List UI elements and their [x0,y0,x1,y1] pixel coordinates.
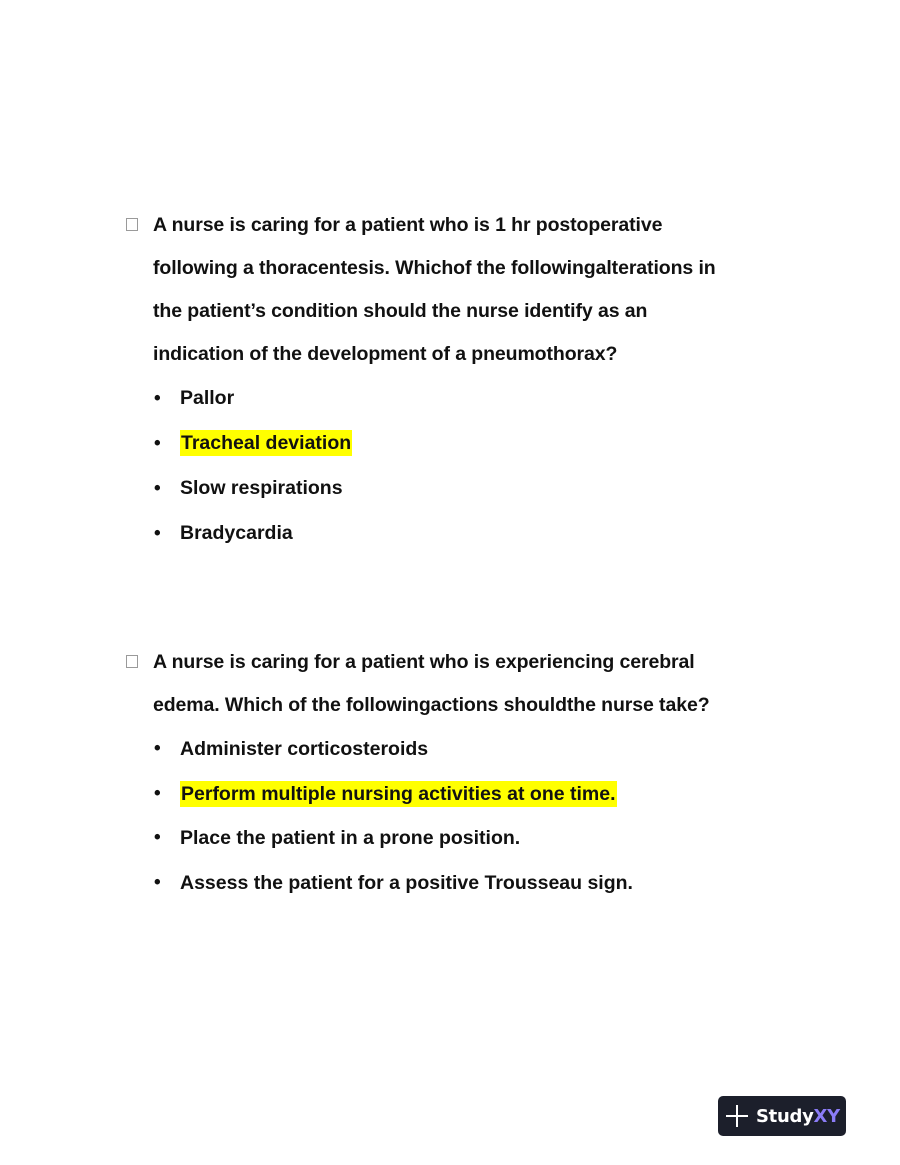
option-text: Slow respirations [180,477,343,499]
answer-options [126,727,786,905]
option-text: Pallor [180,387,235,409]
bullet-icon: • [154,433,161,454]
brand-name-main: Study [756,1105,814,1127]
answer-option [126,511,786,556]
brand-name [756,1106,840,1127]
stem-line: indication of the development of a pneumothorax? [153,343,618,365]
checkbox-icon [126,218,138,231]
option-text: Assess the patient for a positive Trousseau sign. [180,871,633,894]
brand-name-accent: XY [813,1105,840,1127]
answer-options [126,376,786,556]
stem-line: the patient’s condition should the nurse identify as an [153,300,648,322]
question-2 [126,641,786,905]
bullet-icon: • [154,523,161,544]
answer-option [126,376,786,421]
option-text: Administer corticosteroids [180,738,429,760]
answer-option [126,727,786,772]
answer-option-correct [126,772,786,817]
stem-line: A nurse is caring for a patient who is 1 hr postoperative [153,214,663,236]
bullet-icon: • [154,738,161,759]
bullet-icon: • [154,388,161,409]
answer-option [126,816,786,861]
option-text: Bradycardia [180,522,293,544]
stem-line: edema. Which of the followingactions shouldthe nurse take? [153,694,710,716]
answer-option [126,466,786,511]
plus-icon [726,1105,748,1127]
bullet-icon: • [154,871,161,893]
bullet-icon: • [154,782,161,804]
bullet-icon: • [154,827,161,848]
checkbox-icon [126,655,138,668]
answer-option [126,861,786,906]
question-stem [126,641,786,727]
option-text: Place the patient in a prone position. [180,827,521,849]
bullet-icon: • [154,478,161,499]
question-stem [126,204,786,376]
answer-option-correct [126,421,786,466]
question-1 [126,204,786,556]
option-text-highlighted: Tracheal deviation [181,432,352,454]
studyxy-logo [718,1096,846,1136]
stem-line: A nurse is caring for a patient who is experiencing cerebral [153,651,695,673]
stem-line: following a thoracentesis. Whichof the followingalterations in [153,257,716,279]
option-text-highlighted: Perform multiple nursing activities at one time. [181,782,616,805]
